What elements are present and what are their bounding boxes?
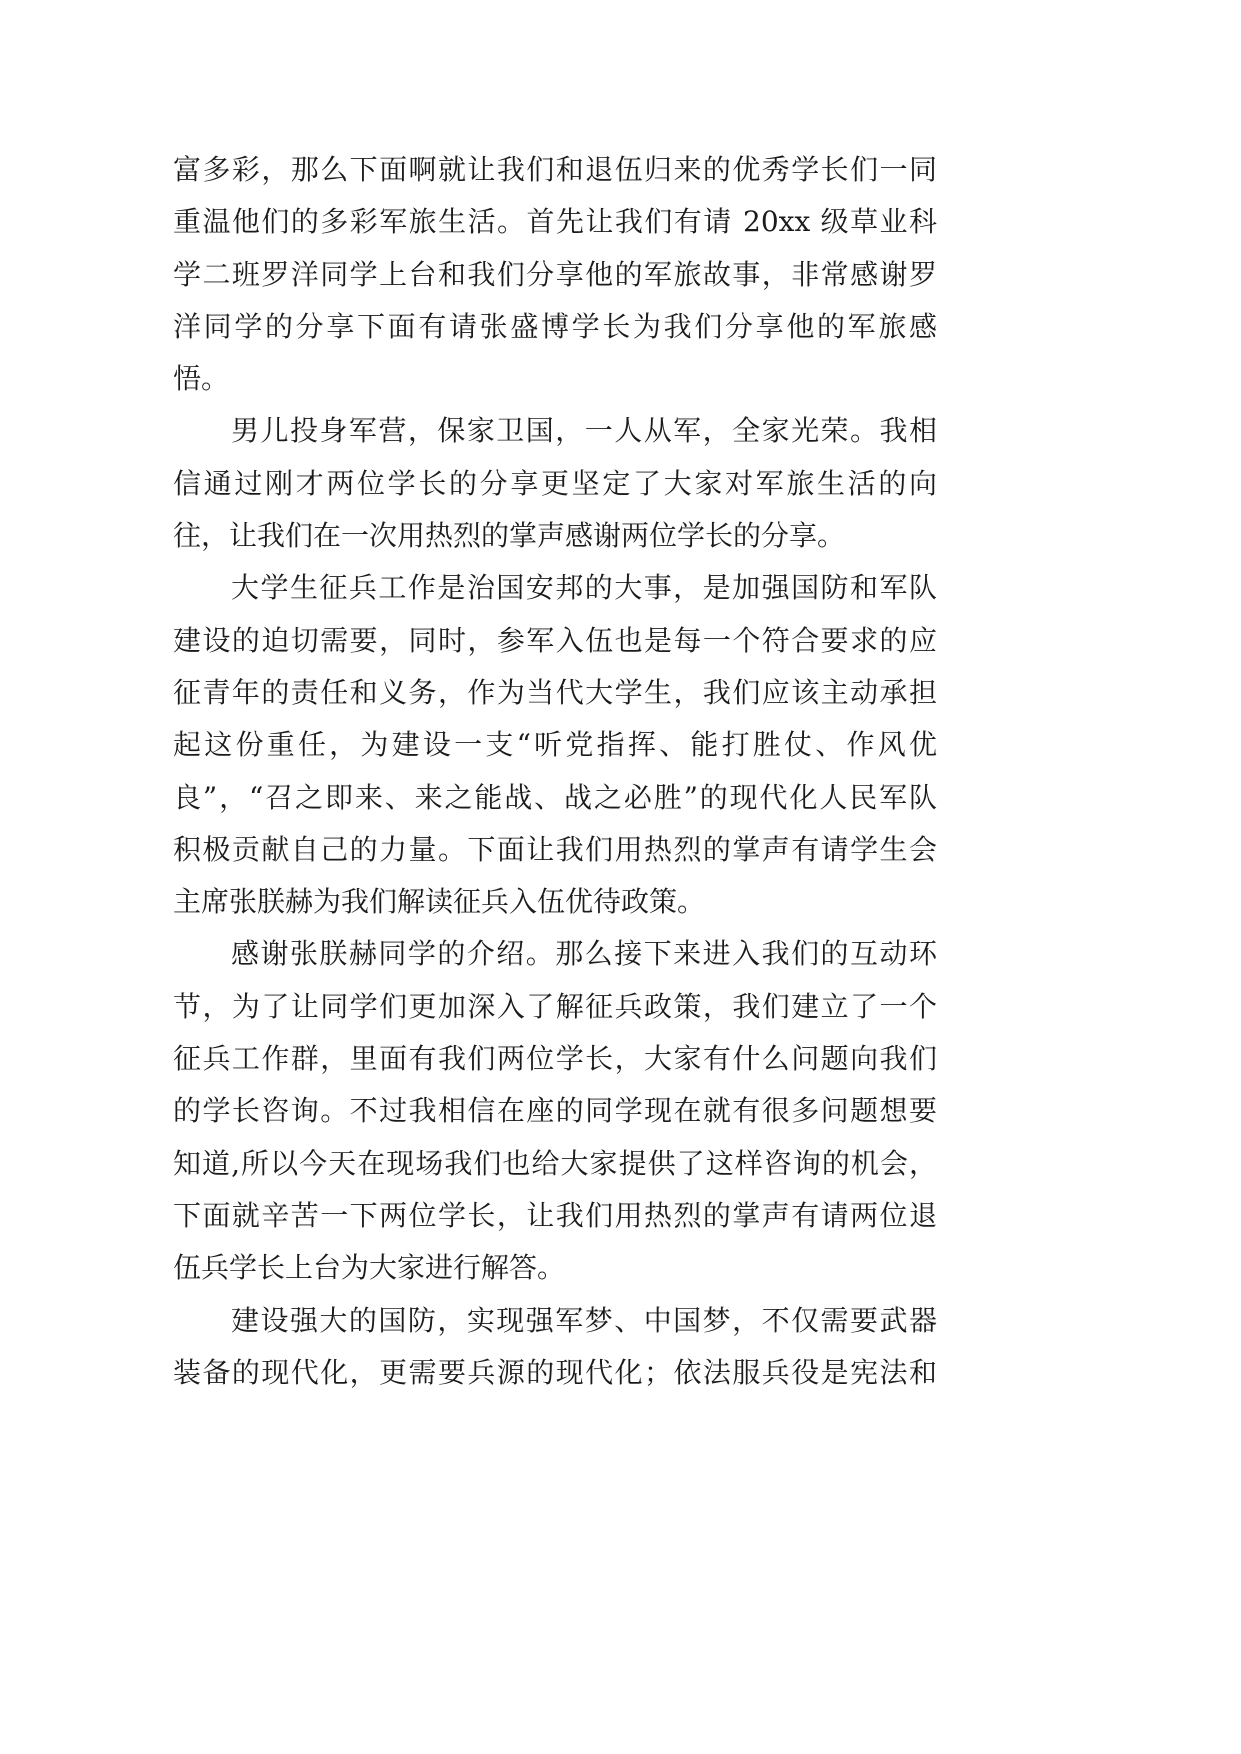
text-line: 征兵工作群，里面有我们两位学长，大家有什么问题向我们: [173, 1042, 937, 1076]
text-line: 良”，“召之即来、来之能战、战之必胜”的现代化人民军队: [173, 780, 937, 814]
text-line: 往，让我们在一次用热烈的掌声感谢两位学长的分享。: [173, 519, 846, 553]
text-line: 男儿投身军营，保家卫国，一人从军，全家光荣。我相: [231, 414, 937, 448]
text-line: 的学长咨询。不过我相信在座的同学现在就有很多问题想要: [173, 1094, 937, 1128]
text-line: 知道,所以今天在现场我们也给大家提供了这样咨询的机会，: [173, 1146, 937, 1180]
text-line: 建设的迫切需要，同时，参军入伍也是每一个符合要求的应: [173, 623, 937, 657]
text-line: 伍兵学长上台为大家进行解答。: [173, 1251, 566, 1285]
text-line: 起这份重任，为建设一支“听党指挥、能打胜仗、作风优: [173, 728, 937, 762]
text-line: 装备的现代化，更需要兵源的现代化；依法服兵役是宪法和: [173, 1355, 937, 1389]
paragraph: [173, 562, 937, 928]
text-line: 富多彩，那么下面啊就让我们和退伍归来的优秀学长们一同: [173, 153, 937, 186]
text-line: 建设强大的国防，实现强军梦、中国梦，不仅需要武器: [231, 1303, 937, 1337]
text-line: 节，为了让同学们更加深入了解征兵政策，我们建立了一个: [173, 989, 937, 1023]
document-body: [173, 144, 937, 1399]
text-line: 重温他们的多彩军旅生活。首先让我们有请 20xx 级草业科: [173, 205, 937, 239]
text-line: 学二班罗洋同学上台和我们分享他的军旅故事，非常感谢罗: [173, 257, 937, 291]
paragraph: [173, 1295, 937, 1400]
text-line: 洋同学的分享下面有请张盛博学长为我们分享他的军旅感: [173, 309, 937, 343]
text-line: 下面就辛苦一下两位学长，让我们用热烈的掌声有请两位退: [173, 1198, 937, 1232]
paragraph: [173, 928, 937, 1294]
text-line: 大学生征兵工作是治国安邦的大事，是加强国防和军队: [231, 571, 937, 605]
paragraph: [173, 405, 937, 562]
text-line: 主席张朕赫为我们解读征兵入伍优待政策。: [173, 885, 706, 919]
paragraph: [173, 144, 937, 405]
text-line: 信通过刚才两位学长的分享更坚定了大家对军旅生活的向: [173, 466, 937, 500]
text-line: 悟。: [173, 362, 230, 396]
text-line: 感谢张朕赫同学的介绍。那么接下来进入我们的互动环: [231, 937, 937, 971]
text-line: 积极贡献自己的力量。下面让我们用热烈的掌声有请学生会: [173, 832, 937, 866]
text-line: 征青年的责任和义务，作为当代大学生，我们应该主动承担: [173, 675, 937, 709]
